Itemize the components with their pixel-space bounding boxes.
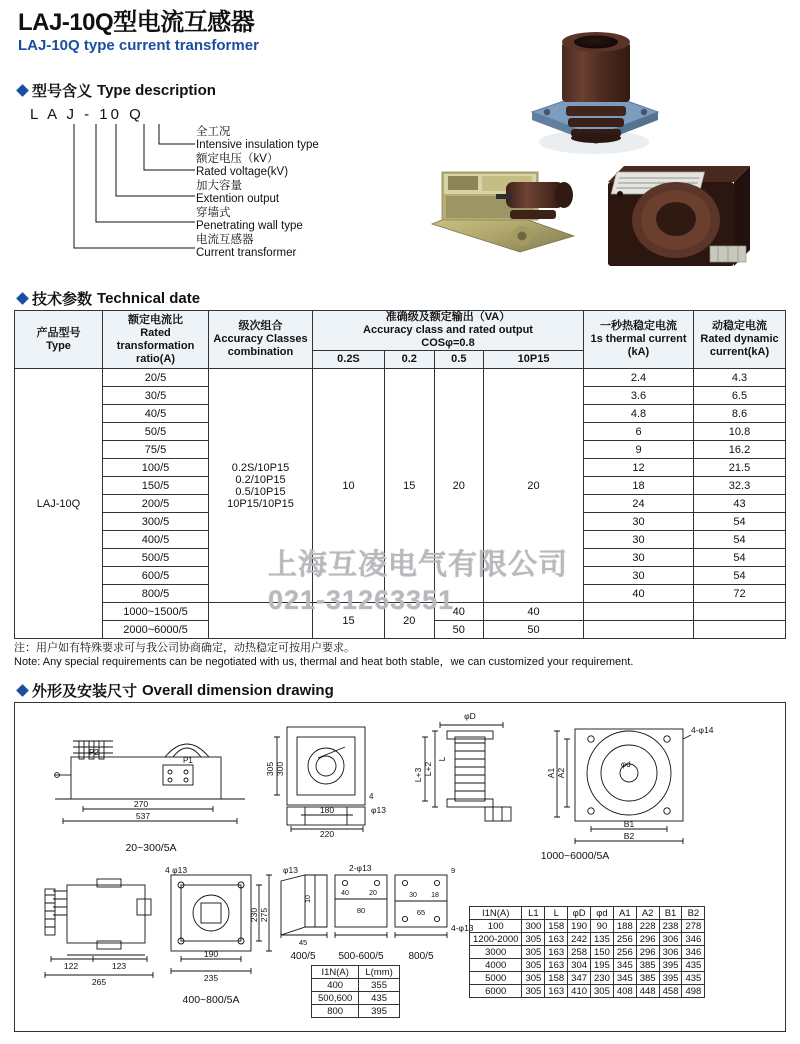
photo-right-unit bbox=[608, 166, 750, 266]
cell-thermal: 2.4 bbox=[584, 369, 694, 387]
dimtab-row bbox=[470, 946, 705, 959]
label-123: 123 bbox=[111, 961, 127, 971]
label-2-phi13: 2-φ13 bbox=[349, 863, 372, 873]
cell-thermal: 40 bbox=[584, 585, 694, 603]
diamond-bullet-icon bbox=[16, 84, 29, 97]
dimtab-cell: 498 bbox=[682, 985, 705, 998]
dimtab-th-b2: B2 bbox=[682, 907, 705, 920]
dimtab-cell: 305 bbox=[591, 985, 614, 998]
smalltab-header-row bbox=[312, 966, 400, 979]
type-desc-item-1 bbox=[196, 126, 319, 152]
dimtab-cell: 5000 bbox=[470, 972, 522, 985]
dimtab-cell: 230 bbox=[591, 972, 614, 985]
dimtab-cell: 304 bbox=[568, 959, 591, 972]
dimtab-cell: 305 bbox=[522, 933, 545, 946]
label-18: 18 bbox=[431, 892, 439, 899]
label-230: 230 bbox=[249, 907, 259, 923]
cell-ratio: 400/5 bbox=[103, 531, 209, 549]
label-300: 300 bbox=[275, 761, 285, 777]
th-output-cos: COSφ=0.8 bbox=[421, 337, 475, 349]
type-description-list bbox=[196, 126, 319, 261]
label-45: 45 bbox=[298, 938, 308, 947]
table-row bbox=[15, 369, 786, 387]
tech-heading-cn: 技术参数 bbox=[32, 291, 93, 308]
label-30: 30 bbox=[409, 892, 417, 899]
cell-thermal: 9 bbox=[584, 441, 694, 459]
dimtab-cell: 258 bbox=[568, 946, 591, 959]
cell-thermal: 18 bbox=[584, 477, 694, 495]
cell-ratio: 20/5 bbox=[103, 369, 209, 387]
cell-ratio: 150/5 bbox=[103, 477, 209, 495]
smalltab-cell: 500,600 bbox=[312, 992, 359, 1005]
th-thermal-en: 1s thermal current (kA) bbox=[590, 333, 687, 358]
dimtab-cell: 435 bbox=[682, 972, 705, 985]
smalltab-th-i1n: I1N(A) bbox=[312, 966, 359, 979]
th-accuracy-en: Accuracy Classes combination bbox=[213, 333, 308, 358]
dimtab-cell: 163 bbox=[545, 933, 568, 946]
dimtab-cell: 190 bbox=[568, 920, 591, 933]
label-p2: P2 bbox=[89, 748, 99, 757]
th-dynamic-cn: 动稳定电流 bbox=[712, 320, 767, 332]
label-B2: B2 bbox=[623, 831, 635, 841]
th-ratio bbox=[103, 311, 209, 369]
label-4-phi13: 4 φ13 bbox=[165, 865, 188, 875]
label-65: 65 bbox=[416, 908, 426, 917]
note-chinese: 注：用户如有特殊要求可与我公司协商确定，动热稳定可按用户要求。 bbox=[14, 642, 355, 654]
dimtab-cell: 242 bbox=[568, 933, 591, 946]
label-4-phi14: 4-φ14 bbox=[691, 725, 714, 735]
dimtab-th-i1n: I1N(A) bbox=[470, 907, 522, 920]
dimtab-cell: 306 bbox=[659, 933, 682, 946]
cell-ratio: 200/5 bbox=[103, 495, 209, 513]
dimension-main-table bbox=[469, 906, 705, 998]
tech-heading-en: Technical date bbox=[97, 290, 201, 307]
label-4-phi13-b: 4-φ13 bbox=[451, 923, 474, 933]
cell-dynamic: 43 bbox=[694, 495, 786, 513]
cell-dynamic: 16.2 bbox=[694, 441, 786, 459]
th-output-cn: 准确级及额定输出（VA） bbox=[385, 311, 511, 323]
cell-dynamic: 54 bbox=[694, 567, 786, 585]
type-desc-item-4 bbox=[196, 207, 319, 233]
cell-ratio: 30/5 bbox=[103, 387, 209, 405]
type-desc-item-2-en: Rated voltage(kV) bbox=[196, 166, 289, 178]
dimtab-cell: 408 bbox=[613, 985, 636, 998]
cell-ratio: 1000~1500/5 bbox=[103, 603, 209, 621]
dimtab-cell: 256 bbox=[613, 946, 636, 959]
th-sub-10p15: 10P15 bbox=[484, 351, 584, 369]
cell-ratio: 50/5 bbox=[103, 423, 209, 441]
th-type-cn: 产品型号 bbox=[36, 326, 81, 339]
smalltab-row bbox=[312, 979, 400, 992]
cell-dynamic bbox=[694, 603, 786, 621]
drawing-phiD-side bbox=[413, 711, 511, 821]
th-accuracy bbox=[209, 311, 313, 369]
cell-thermal: 30 bbox=[584, 549, 694, 567]
dimtab-cell: 345 bbox=[613, 972, 636, 985]
technical-note bbox=[14, 641, 633, 669]
dimtab-row bbox=[470, 920, 705, 933]
table-row bbox=[15, 603, 786, 621]
dimtab-cell: 385 bbox=[636, 972, 659, 985]
type-desc-item-5-en: Current transformer bbox=[196, 247, 297, 259]
type-desc-item-4-cn: 穿墙式 bbox=[196, 207, 231, 219]
cell-ratio: 600/5 bbox=[103, 567, 209, 585]
th-dynamic-en: Rated dynamic current(kA) bbox=[700, 333, 779, 358]
cell-dynamic: 6.5 bbox=[694, 387, 786, 405]
label-4: 4 bbox=[369, 792, 374, 801]
dimtab-th-phiD: φD bbox=[568, 907, 591, 920]
dimtab-cell: 163 bbox=[545, 946, 568, 959]
dimtab-cell: 158 bbox=[545, 920, 568, 933]
cell-dynamic: 72 bbox=[694, 585, 786, 603]
label-80: 80 bbox=[356, 906, 366, 915]
dimtab-cell: 347 bbox=[568, 972, 591, 985]
cell-thermal: 3.6 bbox=[584, 387, 694, 405]
cell-output-0-5-alt: 40 bbox=[434, 603, 484, 621]
dimtab-cell: 188 bbox=[613, 920, 636, 933]
label-20: 20 bbox=[369, 890, 377, 897]
cell-thermal: 30 bbox=[584, 567, 694, 585]
smalltab-row bbox=[312, 992, 400, 1005]
drawing-round-front bbox=[546, 725, 714, 844]
label-275: 275 bbox=[259, 907, 269, 923]
dimtab-cell: 395 bbox=[659, 959, 682, 972]
technical-parameters-table bbox=[14, 310, 786, 639]
cell-output-0-2s-alt: 15 bbox=[313, 603, 385, 639]
type-desc-heading-cn: 型号含义 bbox=[32, 83, 93, 100]
cell-thermal: 30 bbox=[584, 531, 694, 549]
type-code: L A J - 10 Q bbox=[30, 106, 144, 123]
watermark-company: 上海互凌电气有限公司 bbox=[268, 549, 569, 581]
label-phi13-a: φ13 bbox=[371, 805, 386, 815]
section-heading-type-description bbox=[18, 80, 216, 101]
cell-dynamic: 32.3 bbox=[694, 477, 786, 495]
drawing-square-flange bbox=[265, 727, 386, 839]
label-phi13-b: φ13 bbox=[283, 865, 298, 875]
photo-top-unit bbox=[532, 32, 658, 154]
cell-ratio: 40/5 bbox=[103, 405, 209, 423]
label-L: L bbox=[437, 756, 447, 762]
dimtab-cell: 410 bbox=[568, 985, 591, 998]
cell-dynamic bbox=[694, 621, 786, 639]
drawing-400-5-detail bbox=[281, 865, 327, 962]
cell-dynamic: 54 bbox=[694, 531, 786, 549]
cell-dynamic: 21.5 bbox=[694, 459, 786, 477]
caption-400-5: 400/5 bbox=[290, 951, 316, 962]
type-desc-item-3-en: Extention output bbox=[196, 193, 280, 205]
label-220: 220 bbox=[319, 829, 335, 839]
cell-output-0-2: 15 bbox=[384, 369, 434, 603]
dimtab-cell: 228 bbox=[636, 920, 659, 933]
caption-500-600-5: 500-600/5 bbox=[338, 951, 384, 962]
dimtab-cell: 100 bbox=[470, 920, 522, 933]
smalltab-cell: 400 bbox=[312, 979, 359, 992]
dimtab-cell: 256 bbox=[613, 933, 636, 946]
dimtab-cell: 238 bbox=[659, 920, 682, 933]
page-title bbox=[18, 10, 259, 55]
section-heading-dimension bbox=[18, 680, 334, 701]
drawing-400-800-side bbox=[45, 879, 153, 987]
cell-dynamic: 10.8 bbox=[694, 423, 786, 441]
dimtab-cell: 158 bbox=[545, 972, 568, 985]
label-235: 235 bbox=[203, 973, 219, 983]
cell-ratio: 2000~6000/5 bbox=[103, 621, 209, 639]
th-dynamic bbox=[694, 311, 786, 369]
section-heading-technical bbox=[18, 288, 200, 309]
smalltab-cell: 355 bbox=[359, 979, 399, 992]
title-english: LAJ-10Q type current transformer bbox=[18, 37, 259, 55]
label-9: 9 bbox=[451, 866, 456, 875]
cell-output-10p15-alt2: 50 bbox=[484, 621, 584, 639]
th-accuracy-cn: 级次组合 bbox=[238, 320, 283, 332]
dimension-small-table bbox=[311, 965, 400, 1018]
dimtab-cell: 305 bbox=[522, 972, 545, 985]
cell-thermal bbox=[584, 621, 694, 639]
note-english: Note: Any special requirements can be negotiated with us, thermal and heat both stable，we can customized your requirement. bbox=[14, 656, 634, 668]
dimtab-cell: 90 bbox=[591, 920, 614, 933]
smalltab-row bbox=[312, 1005, 400, 1018]
cell-output-10p15-alt: 40 bbox=[484, 603, 584, 621]
th-ratio-cn: 额定电流比 bbox=[128, 313, 183, 326]
cell-dynamic: 8.6 bbox=[694, 405, 786, 423]
drawing-800-5-detail bbox=[395, 866, 474, 962]
dimtab-cell: 163 bbox=[545, 985, 568, 998]
cell-thermal: 30 bbox=[584, 513, 694, 531]
smalltab-th-l: L(mm) bbox=[359, 966, 399, 979]
label-305: 305 bbox=[265, 761, 275, 777]
dimtab-cell: 305 bbox=[522, 959, 545, 972]
dimtab-cell: 345 bbox=[613, 959, 636, 972]
dimtab-th-l1: L1 bbox=[522, 907, 545, 920]
smalltab-cell: 395 bbox=[359, 1005, 399, 1018]
dimtab-cell: 4000 bbox=[470, 959, 522, 972]
cell-dynamic: 54 bbox=[694, 549, 786, 567]
type-desc-item-2 bbox=[196, 153, 319, 179]
type-desc-item-5 bbox=[196, 234, 319, 260]
drawing-500-600-detail bbox=[335, 863, 387, 962]
dimtab-th-a1: A1 bbox=[613, 907, 636, 920]
drawing-20-300 bbox=[55, 741, 245, 824]
label-180: 180 bbox=[319, 805, 335, 815]
dimtab-cell: 385 bbox=[636, 959, 659, 972]
type-desc-item-3-cn: 加大容量 bbox=[196, 180, 242, 192]
th-sub-0-5: 0.5 bbox=[434, 351, 484, 369]
dimtab-th-b1: B1 bbox=[659, 907, 682, 920]
type-desc-item-1-en: Intensive insulation type bbox=[196, 139, 319, 151]
dimtab-th-phid: φd bbox=[591, 907, 614, 920]
label-p1: P1 bbox=[183, 756, 193, 765]
accuracy-line-2: 0.2/10P15 bbox=[235, 473, 286, 486]
cell-ratio: 100/5 bbox=[103, 459, 209, 477]
diamond-bullet-icon bbox=[16, 292, 29, 305]
dimtab-cell: 163 bbox=[545, 959, 568, 972]
dimtab-cell: 306 bbox=[659, 946, 682, 959]
smalltab-cell: 435 bbox=[359, 992, 399, 1005]
type-desc-item-2-cn: 额定电压（kV） bbox=[196, 153, 279, 165]
label-270: 270 bbox=[133, 799, 149, 809]
cell-dynamic: 54 bbox=[694, 513, 786, 531]
cell-ratio: 75/5 bbox=[103, 441, 209, 459]
label-10: 10 bbox=[305, 895, 312, 903]
cell-ratio: 300/5 bbox=[103, 513, 209, 531]
cell-output-0-5: 20 bbox=[434, 369, 484, 603]
th-ratio-en: Rated transformation ratio(A) bbox=[116, 326, 195, 365]
dimtab-cell: 448 bbox=[636, 985, 659, 998]
label-122: 122 bbox=[63, 961, 79, 971]
th-type-en: Type bbox=[46, 339, 71, 352]
cell-output-0-5-alt2: 50 bbox=[434, 621, 484, 639]
cell-ratio: 800/5 bbox=[103, 585, 209, 603]
dimtab-cell: 305 bbox=[522, 985, 545, 998]
dimtab-row bbox=[470, 985, 705, 998]
dimtab-header-row bbox=[470, 907, 705, 920]
cell-thermal: 4.8 bbox=[584, 405, 694, 423]
label-L+2: L+2 bbox=[423, 761, 433, 777]
accuracy-line-4: 10P15/10P15 bbox=[227, 497, 294, 510]
cell-accuracy-combination-blank bbox=[209, 603, 313, 639]
type-desc-item-5-cn: 电流互感器 bbox=[196, 234, 254, 246]
type-desc-item-4-en: Penetrating wall type bbox=[196, 220, 303, 232]
cell-thermal: 24 bbox=[584, 495, 694, 513]
label-190: 190 bbox=[203, 949, 219, 959]
accuracy-line-3: 0.5/10P15 bbox=[235, 485, 286, 498]
diamond-bullet-icon bbox=[16, 684, 29, 697]
th-sub-0-2s: 0.2S bbox=[313, 351, 385, 369]
th-output-en: Accuracy class and rated output bbox=[363, 324, 533, 336]
label-40: 40 bbox=[341, 890, 349, 897]
label-L+3: L+3 bbox=[413, 767, 423, 783]
dimtab-cell: 296 bbox=[636, 946, 659, 959]
dimtab-row bbox=[470, 972, 705, 985]
label-A1: A1 bbox=[546, 767, 556, 779]
cell-model: LAJ-10Q bbox=[15, 369, 103, 639]
label-phi-d-inner: φd bbox=[621, 760, 631, 769]
title-chinese: LAJ-10Q型电流互感器 bbox=[18, 9, 255, 36]
dimtab-cell: 300 bbox=[522, 920, 545, 933]
dimtab-cell: 3000 bbox=[470, 946, 522, 959]
dimtab-cell: 135 bbox=[591, 933, 614, 946]
cell-ratio: 500/5 bbox=[103, 549, 209, 567]
dimtab-cell: 435 bbox=[682, 959, 705, 972]
dimtab-cell: 195 bbox=[591, 959, 614, 972]
accuracy-line-1: 0.2S/10P15 bbox=[231, 461, 290, 474]
label-537: 537 bbox=[135, 811, 151, 821]
label-A2: A2 bbox=[556, 767, 566, 779]
caption-1000-6000: 1000~6000/5A bbox=[540, 850, 610, 862]
dimtab-cell: 346 bbox=[682, 933, 705, 946]
cell-dynamic: 4.3 bbox=[694, 369, 786, 387]
th-output bbox=[313, 311, 584, 351]
label-265: 265 bbox=[91, 977, 107, 987]
cell-accuracy-combination bbox=[209, 369, 313, 603]
th-type bbox=[15, 311, 103, 369]
dim-heading-en: Overall dimension drawing bbox=[142, 682, 334, 699]
th-thermal bbox=[584, 311, 694, 369]
cell-thermal: 6 bbox=[584, 423, 694, 441]
table-header-row bbox=[15, 311, 786, 351]
type-desc-item-1-cn: 全工况 bbox=[196, 126, 231, 138]
dimtab-cell: 6000 bbox=[470, 985, 522, 998]
dimtab-cell: 395 bbox=[659, 972, 682, 985]
caption-20-300: 20~300/5A bbox=[125, 842, 177, 854]
dimtab-cell: 346 bbox=[682, 946, 705, 959]
dim-heading-cn: 外形及安装尺寸 bbox=[32, 683, 138, 700]
product-photos bbox=[410, 14, 790, 284]
cell-output-10p15: 20 bbox=[484, 369, 584, 603]
dimtab-th-l: L bbox=[545, 907, 568, 920]
label-phiD: φD bbox=[464, 711, 476, 721]
th-sub-0-2: 0.2 bbox=[384, 351, 434, 369]
caption-400-800: 400~800/5A bbox=[182, 994, 240, 1006]
caption-800-5: 800/5 bbox=[408, 951, 434, 962]
dimtab-cell: 278 bbox=[682, 920, 705, 933]
th-thermal-cn: 一秒热稳定电流 bbox=[600, 320, 677, 332]
label-B1: B1 bbox=[623, 819, 635, 829]
cell-output-0-2s: 10 bbox=[313, 369, 385, 603]
dimtab-row bbox=[470, 933, 705, 946]
dimtab-cell: 296 bbox=[636, 933, 659, 946]
cell-thermal: 12 bbox=[584, 459, 694, 477]
type-desc-heading-en: Type description bbox=[97, 82, 216, 99]
drawing-square-flange-bottom bbox=[165, 865, 272, 983]
dimtab-th-a2: A2 bbox=[636, 907, 659, 920]
cell-thermal bbox=[584, 603, 694, 621]
dimtab-row bbox=[470, 959, 705, 972]
smalltab-cell: 800 bbox=[312, 1005, 359, 1018]
cell-output-0-2-alt: 20 bbox=[384, 603, 434, 639]
dimtab-cell: 150 bbox=[591, 946, 614, 959]
type-desc-item-3 bbox=[196, 180, 319, 206]
watermark-phone: 021-31263351 bbox=[268, 585, 455, 615]
dimtab-cell: 458 bbox=[659, 985, 682, 998]
dimtab-cell: 1200-2000 bbox=[470, 933, 522, 946]
photo-left-unit bbox=[432, 172, 574, 252]
dimtab-cell: 305 bbox=[522, 946, 545, 959]
dimension-drawing-area bbox=[14, 702, 786, 1032]
